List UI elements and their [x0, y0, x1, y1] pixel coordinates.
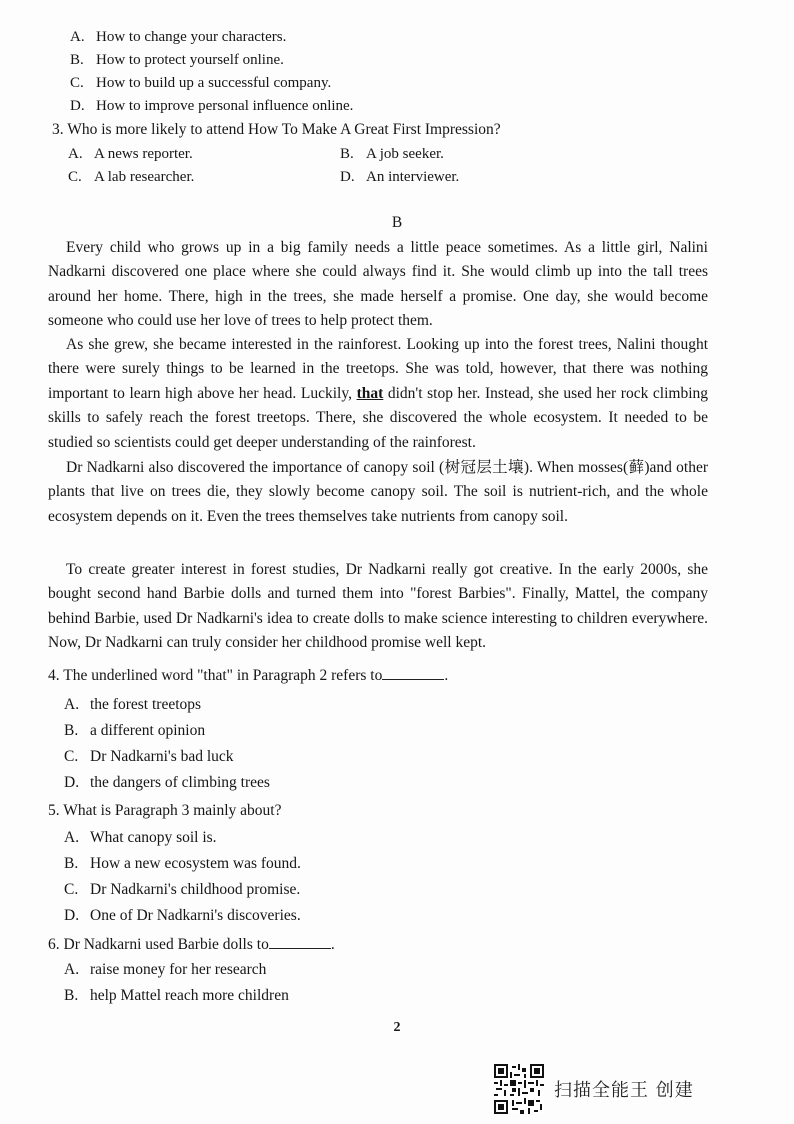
q2-option-b: [70, 51, 284, 69]
q3-option-b: [340, 145, 444, 163]
option-letter: D.: [70, 98, 85, 114]
q5-stem: 5. What is Paragraph 3 mainly about?: [48, 802, 282, 819]
passage-paragraph-1: [48, 236, 708, 334]
option-letter: B.: [70, 52, 84, 68]
q4-stem: 4. The underlined word "that" in Paragraph 2 refers to .: [48, 667, 449, 684]
option-text: A news reporter.: [94, 146, 193, 162]
passage-paragraph-4: [48, 558, 708, 656]
passage-paragraph-2: [48, 333, 708, 455]
option-letter: C.: [64, 748, 79, 765]
paragraph-text: Dr Nadkarni also discovered the importance of canopy soil (树冠层土壤). When mosses(藓)and other plants that live on trees die, they slowly become canopy soil. The soil is nutrient-rich, and the whole ecosystem depends on it. Even the trees themselves take nutrients from canopy soil.: [48, 459, 708, 525]
page-number: 2: [393, 1020, 401, 1035]
q3-option-a: [68, 145, 193, 163]
option-text: help Mattel reach more children: [90, 987, 289, 1004]
paragraph-text: To create greater interest in forest studies, Dr Nadkarni really got creative. In the early 2000s, she bought second hand Barbie dolls and turned them into "forest Barbies". Finally, Mattel, the company behind Barbie, used Dr Nadkarni's idea to create dolls to make science interesting to children everywhere. Now, Dr Nadkarni can truly consider her childhood promise well kept.: [48, 561, 708, 652]
paragraph-text-after: didn't stop her. Instead, she used her rock climbing skills to safely reach the forest treetops. There, she discovered the whole ecosystem. It needed to be studied so scientists could get deeper understanding of the rainforest.: [48, 384, 709, 451]
q2-option-c: [70, 74, 331, 92]
option-text: An interviewer.: [366, 169, 460, 185]
section-title: B: [391, 214, 403, 231]
option-text: What canopy soil is.: [90, 829, 217, 846]
option-letter: C.: [70, 75, 84, 91]
q2-option-a: [70, 28, 286, 46]
q4-option-a: [64, 696, 201, 714]
q3-option-d: [340, 168, 459, 186]
q3-stem: 3. Who is more likely to attend How To Make A Great First Impression?: [52, 121, 501, 138]
option-letter: A.: [64, 829, 80, 846]
paragraph-text-before: As she grew, she became interested in the rainforest. Looking up into the forest trees, Nalini thought there were surely things to be learned in the treetops. She was told, however, that there was nothing important to learn high above her head. Luckily,: [48, 336, 708, 402]
option-text: A job seeker.: [366, 146, 444, 162]
option-letter: D.: [64, 774, 80, 791]
q5-option-a: [64, 829, 217, 847]
option-text: How to change your characters.: [96, 29, 287, 45]
option-text: One of Dr Nadkarni's discoveries.: [90, 907, 301, 924]
option-letter: A.: [70, 29, 85, 45]
option-text: the dangers of climbing trees: [90, 774, 270, 791]
q6-stem: 6. Dr Nadkarni used Barbie dolls to .: [48, 936, 335, 953]
qr-code-icon: [494, 1064, 544, 1114]
scanner-app-label: 扫描全能王 创建: [554, 1080, 694, 1101]
option-letter: A.: [68, 146, 83, 162]
q6-option-a: [64, 961, 266, 979]
question-text: 4. The underlined word "that" in Paragraph 2 refers to: [48, 667, 383, 684]
q5-option-b: [64, 855, 301, 873]
passage-paragraph-3: [48, 456, 708, 529]
option-text: the forest treetops: [90, 696, 202, 713]
q5-option-d: [64, 907, 301, 925]
option-text: Dr Nadkarni's childhood promise.: [90, 881, 301, 898]
option-text: a different opinion: [90, 722, 206, 739]
option-text: Dr Nadkarni's bad luck: [90, 748, 234, 765]
scanner-watermark: [494, 1064, 694, 1114]
option-letter: A.: [64, 696, 80, 713]
option-text: How a new ecosystem was found.: [90, 855, 301, 872]
option-letter: C.: [68, 169, 82, 185]
q4-option-c: [64, 748, 234, 766]
question-text: 6. Dr Nadkarni used Barbie dolls to: [48, 936, 269, 953]
paragraph-text: Every child who grows up in a big family needs a little peace sometimes. As a little girl, Nalini Nadkarni discovered one place where she could always find it. She would climb up into the tall trees around her home. There, high in the trees, she made herself a promise. One day, she would become someone who could use her love of trees to help protect them.: [48, 239, 708, 330]
option-letter: B.: [340, 146, 354, 162]
option-text: How to improve personal influence online.: [96, 98, 354, 114]
option-letter: B.: [64, 855, 79, 872]
option-text: raise money for her research: [90, 961, 267, 978]
option-letter: B.: [64, 987, 79, 1004]
option-text: How to build up a successful company.: [96, 75, 332, 91]
underlined-word: that: [356, 384, 384, 402]
q4-option-b: [64, 722, 205, 740]
option-letter: C.: [64, 881, 79, 898]
option-text: A lab researcher.: [94, 169, 195, 185]
q4-option-d: [64, 774, 270, 792]
q2-option-d: [70, 97, 353, 115]
option-letter: D.: [64, 907, 80, 924]
q6-option-b: [64, 987, 289, 1005]
q3-option-c: [68, 168, 194, 186]
q5-option-c: [64, 881, 300, 899]
option-letter: A.: [64, 961, 80, 978]
option-letter: B.: [64, 722, 79, 739]
answer-blank: [382, 665, 444, 680]
answer-blank: [269, 934, 331, 949]
option-letter: D.: [340, 169, 355, 185]
option-text: How to protect yourself online.: [96, 52, 284, 68]
